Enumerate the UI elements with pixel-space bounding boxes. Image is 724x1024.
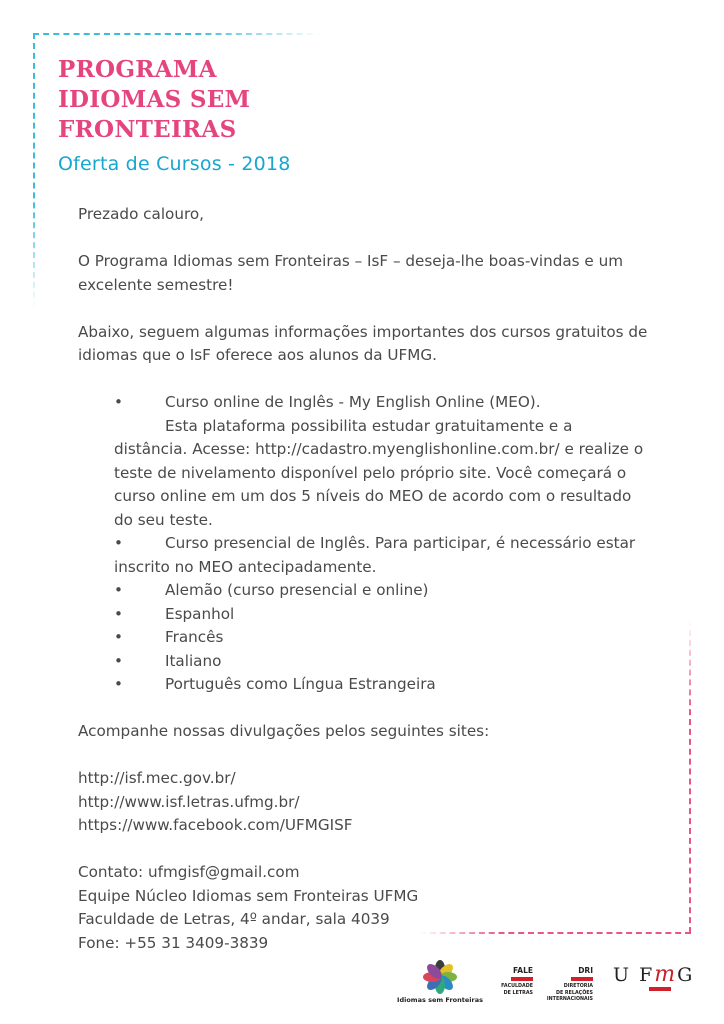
intro-paragraph: Abaixo, seguem algumas informações importantes dos cursos gratuitos de idiomas que o IsF oferece aos alunos da UFMG. (78, 322, 648, 364)
link-isf-letras[interactable]: http://www.isf.letras.ufmg.br/ (78, 792, 300, 811)
fale-abbr: FALE (513, 966, 533, 975)
footer-logos (395, 960, 705, 1015)
isf-logo-text: Idiomas sem Fronteiras (397, 996, 483, 1004)
bullet-icon: • (114, 628, 123, 646)
course-item (114, 532, 648, 579)
contact-address: Faculdade de Letras, 4º andar, sala 4039 (78, 910, 390, 928)
course-title: Italiano (165, 651, 222, 670)
title-line: PROGRAMA (58, 56, 217, 83)
contact-phone: Fone: +55 31 3409-3839 (78, 933, 269, 952)
course-item (114, 626, 648, 650)
course-item (114, 579, 648, 603)
ufmg-logo-bar (649, 987, 671, 991)
course-title: Francês (165, 628, 224, 646)
link-isf-mec[interactable]: http://isf.mec.gov.br/ (78, 769, 236, 787)
course-item (114, 650, 648, 674)
course-item (114, 391, 648, 532)
course-item (114, 603, 648, 627)
ufmg-logo: U FmG (613, 962, 695, 987)
link-facebook[interactable]: https://www.facebook.com/UFMGISF (78, 816, 353, 834)
course-list (114, 391, 648, 697)
bullet-icon: • (114, 393, 123, 411)
greeting: Prezado calouro, (78, 205, 205, 223)
course-title: Curso online de Inglês - My English Online (MEO). (165, 393, 541, 411)
dashed-frame-top (33, 33, 323, 35)
bullet-icon: • (114, 651, 123, 670)
contact-email: Contato: ufmgisf@gmail.com (78, 863, 300, 881)
title-line: FRONTEIRAS (58, 116, 237, 143)
dashed-frame-right (689, 620, 691, 933)
fale-logo: FALE FACULDADE DE LETRAS (495, 966, 533, 997)
bullet-icon: • (114, 604, 123, 623)
contact-team: Equipe Núcleo Idiomas sem Fronteiras UFMG (78, 886, 419, 905)
course-detail: Esta plataforma possibilita estudar gratuitamente e a (165, 416, 573, 435)
page-title (58, 55, 250, 145)
title-line: IDIOMAS SEM (58, 86, 251, 113)
course-detail: distância. Acesse: http://cadastro.myenglishonline.com.br/ e realize o teste de nivelamento disponível pelo próprio site. Você começará o curso online em um dos 5 níveis do MEO de acordo com o resultado do seu teste. (114, 440, 644, 529)
welcome-paragraph: O Programa Idiomas sem Fronteiras – IsF – deseja-lhe boas-vindas e um excelente semestre! (78, 252, 624, 294)
bullet-icon: • (114, 581, 123, 599)
dri-logo: DRI DIRETORIA DE RELAÇÕES INTERNACIONAIS (546, 966, 593, 1002)
course-title: Espanhol (165, 604, 235, 623)
course-item (114, 673, 648, 697)
course-title: Alemão (curso presencial e online) (165, 581, 429, 599)
isf-logo (395, 960, 485, 1012)
isf-flower-icon (423, 960, 457, 994)
dashed-frame-left (33, 33, 35, 308)
follow-text: Acompanhe nossas divulgações pelos seguintes sites: (78, 722, 490, 740)
page-subtitle: Oferta de Cursos - 2018 (58, 153, 291, 175)
bullet-icon: • (114, 534, 123, 552)
letter-body (78, 203, 648, 955)
course-title: Curso presencial de Inglês. Para participar, é necessário estar inscrito no MEO antecipadamente. (114, 534, 636, 576)
bullet-icon: • (114, 675, 123, 693)
course-title: Português como Língua Estrangeira (165, 675, 436, 693)
dri-abbr: DRI (578, 966, 593, 975)
